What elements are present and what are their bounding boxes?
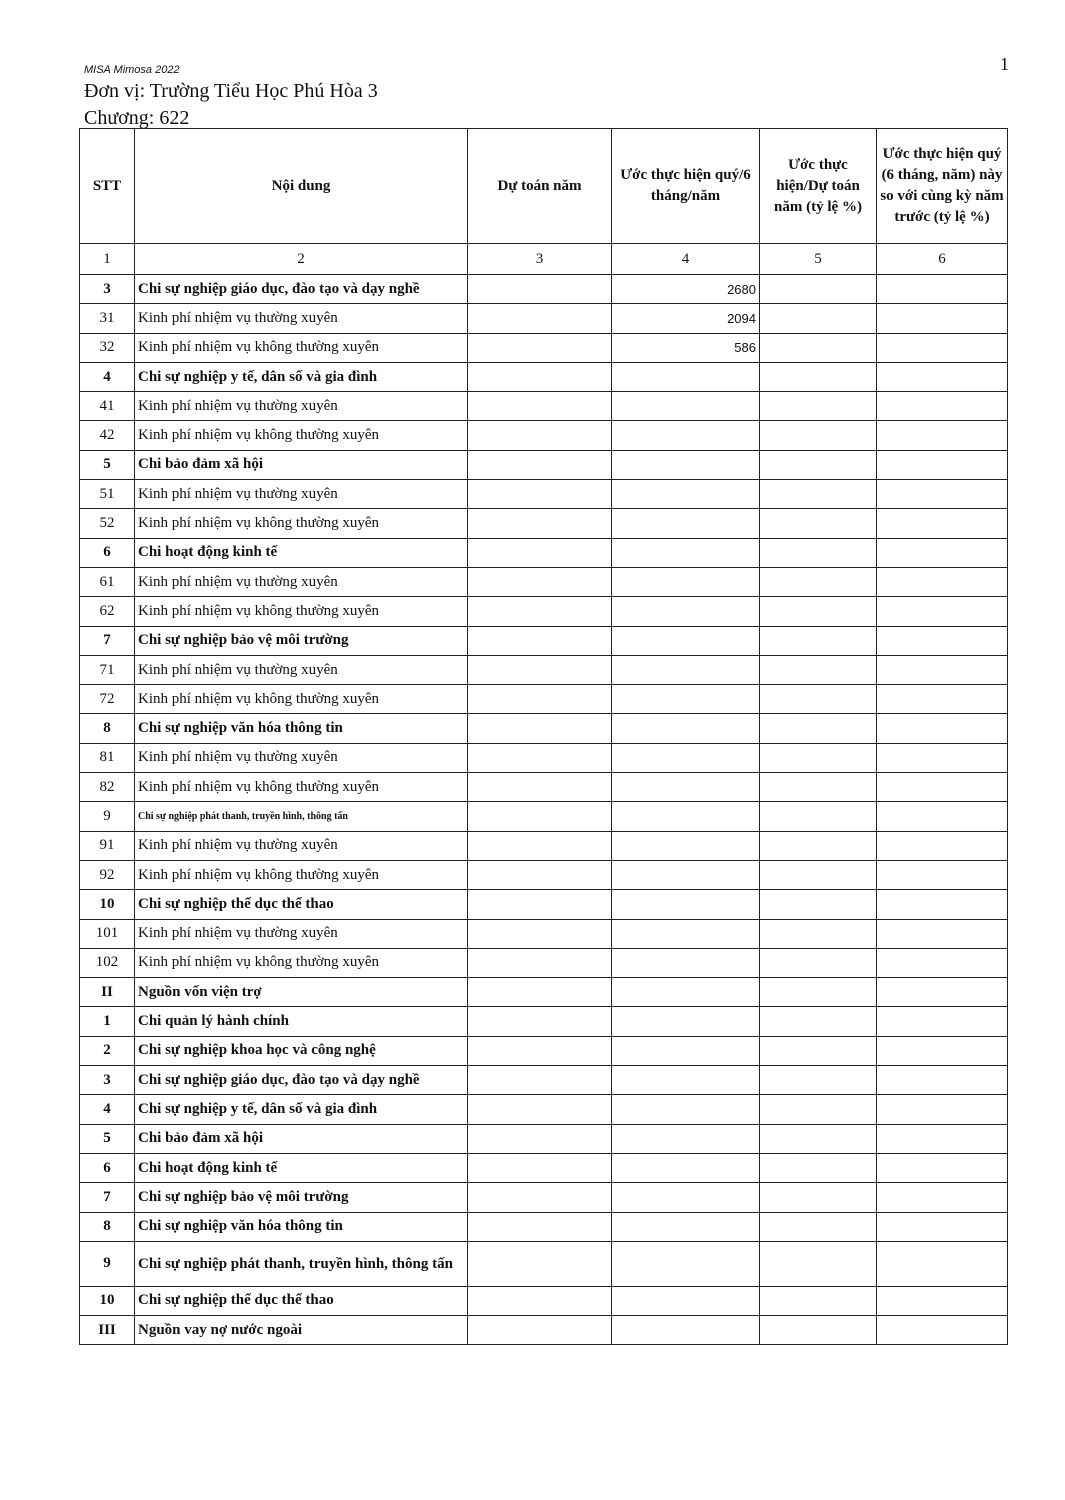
row-content: Chi sự nghiệp bảo vệ môi trường: [135, 626, 468, 655]
row-content: Kinh phí nhiệm vụ không thường xuyên: [135, 860, 468, 889]
row-content: Chi bảo đảm xã hội: [135, 450, 468, 479]
row-annual-estimate: [468, 1153, 612, 1182]
row-stt: 3: [80, 1066, 135, 1095]
col-number-5: 5: [760, 244, 877, 275]
table-row: [80, 802, 1008, 831]
row-stt: 10: [80, 890, 135, 919]
row-stt: 41: [80, 392, 135, 421]
row-ratio-estimate: [760, 773, 877, 802]
row-estimated-actual: [612, 831, 760, 860]
row-ratio-same-period: [877, 919, 1008, 948]
row-annual-estimate: [468, 275, 612, 304]
row-content: Kinh phí nhiệm vụ không thường xuyên: [135, 509, 468, 538]
row-estimated-actual: [612, 597, 760, 626]
row-estimated-actual: [612, 948, 760, 977]
row-content: Chi sự nghiệp phát thanh, truyền hình, thông tấn: [135, 802, 468, 831]
row-estimated-actual: [612, 362, 760, 391]
table-row: [80, 1124, 1008, 1153]
row-estimated-actual: [612, 743, 760, 772]
row-ratio-same-period: [877, 860, 1008, 889]
row-stt: 101: [80, 919, 135, 948]
row-estimated-actual: [612, 802, 760, 831]
row-estimated-actual: [612, 655, 760, 684]
row-ratio-estimate: [760, 978, 877, 1007]
row-content: Kinh phí nhiệm vụ thường xuyên: [135, 392, 468, 421]
row-content: Chi sự nghiệp thể dục thể thao: [135, 890, 468, 919]
row-ratio-estimate: [760, 304, 877, 333]
row-annual-estimate: [468, 480, 612, 509]
row-annual-estimate: [468, 1036, 612, 1065]
row-annual-estimate: [468, 1316, 612, 1345]
col-number-1: 1: [80, 244, 135, 275]
row-ratio-estimate: [760, 450, 877, 479]
row-ratio-same-period: [877, 1241, 1008, 1286]
row-stt: III: [80, 1316, 135, 1345]
row-content: Kinh phí nhiệm vụ không thường xuyên: [135, 597, 468, 626]
row-content: Kinh phí nhiệm vụ thường xuyên: [135, 304, 468, 333]
row-annual-estimate: [468, 655, 612, 684]
row-ratio-same-period: [877, 773, 1008, 802]
row-annual-estimate: [468, 626, 612, 655]
row-stt: 1: [80, 1007, 135, 1036]
row-ratio-same-period: [877, 626, 1008, 655]
row-ratio-same-period: [877, 831, 1008, 860]
table-row: [80, 978, 1008, 1007]
table-row: [80, 421, 1008, 450]
row-ratio-same-period: [877, 1095, 1008, 1124]
row-ratio-same-period: [877, 362, 1008, 391]
table-row: [80, 333, 1008, 362]
row-ratio-same-period: [877, 538, 1008, 567]
row-stt: 61: [80, 567, 135, 596]
chapter-code: Chương: 622: [84, 107, 190, 129]
row-annual-estimate: [468, 1212, 612, 1241]
row-ratio-estimate: [760, 362, 877, 391]
row-ratio-estimate: [760, 1124, 877, 1153]
table-row: [80, 480, 1008, 509]
row-annual-estimate: [468, 802, 612, 831]
row-estimated-actual: [612, 1066, 760, 1095]
row-estimated-actual: [612, 1095, 760, 1124]
row-ratio-estimate: [760, 1212, 877, 1241]
row-content: Chi quản lý hành chính: [135, 1007, 468, 1036]
row-ratio-same-period: [877, 421, 1008, 450]
row-stt: 71: [80, 655, 135, 684]
row-ratio-same-period: [877, 655, 1008, 684]
row-ratio-estimate: [760, 743, 877, 772]
row-annual-estimate: [468, 948, 612, 977]
row-stt: 6: [80, 1153, 135, 1182]
table-row: [80, 714, 1008, 743]
row-content: Chi sự nghiệp văn hóa thông tin: [135, 714, 468, 743]
row-stt: 62: [80, 597, 135, 626]
software-name: MISA Mimosa 2022: [84, 64, 180, 76]
table-row: [80, 743, 1008, 772]
row-ratio-same-period: [877, 1183, 1008, 1212]
table-row: [80, 919, 1008, 948]
row-stt: 9: [80, 1241, 135, 1286]
row-ratio-estimate: [760, 1316, 877, 1345]
row-stt: II: [80, 978, 135, 1007]
row-annual-estimate: [468, 392, 612, 421]
row-ratio-same-period: [877, 1007, 1008, 1036]
row-stt: 82: [80, 773, 135, 802]
row-estimated-actual: [612, 421, 760, 450]
row-ratio-same-period: [877, 1286, 1008, 1315]
row-stt: 2: [80, 1036, 135, 1065]
row-stt: 102: [80, 948, 135, 977]
table-row: [80, 362, 1008, 391]
col-header-stt: STT: [80, 129, 135, 244]
table-row: [80, 275, 1008, 304]
row-annual-estimate: [468, 509, 612, 538]
row-annual-estimate: [468, 597, 612, 626]
table-row: [80, 304, 1008, 333]
row-annual-estimate: [468, 714, 612, 743]
row-ratio-estimate: [760, 1036, 877, 1065]
row-ratio-estimate: [760, 831, 877, 860]
row-content: Kinh phí nhiệm vụ không thường xuyên: [135, 948, 468, 977]
row-ratio-same-period: [877, 567, 1008, 596]
column-number-row: [80, 244, 1008, 275]
row-estimated-actual: [612, 538, 760, 567]
col-number-3: 3: [468, 244, 612, 275]
row-estimated-actual: [612, 1153, 760, 1182]
row-stt: 4: [80, 1095, 135, 1124]
table-row: [80, 948, 1008, 977]
row-annual-estimate: [468, 1241, 612, 1286]
row-ratio-estimate: [760, 1241, 877, 1286]
row-estimated-actual: [612, 1212, 760, 1241]
table-row: [80, 831, 1008, 860]
row-ratio-same-period: [877, 392, 1008, 421]
row-content: Nguồn vay nợ nước ngoài: [135, 1316, 468, 1345]
budget-report-table: [79, 128, 1008, 1345]
row-ratio-same-period: [877, 1124, 1008, 1153]
row-ratio-estimate: [760, 890, 877, 919]
row-estimated-actual: 2680: [612, 275, 760, 304]
row-annual-estimate: [468, 978, 612, 1007]
row-stt: 52: [80, 509, 135, 538]
row-annual-estimate: [468, 743, 612, 772]
row-ratio-same-period: [877, 890, 1008, 919]
table-row: [80, 685, 1008, 714]
row-estimated-actual: [612, 685, 760, 714]
row-ratio-estimate: [760, 480, 877, 509]
row-ratio-same-period: [877, 1153, 1008, 1182]
row-ratio-same-period: [877, 802, 1008, 831]
row-estimated-actual: [612, 1286, 760, 1315]
row-ratio-estimate: [760, 626, 877, 655]
col-header-estimated-actual: Ước thực hiện quý/6 tháng/năm: [612, 129, 760, 244]
row-ratio-estimate: [760, 509, 877, 538]
row-ratio-estimate: [760, 919, 877, 948]
row-annual-estimate: [468, 1183, 612, 1212]
row-content: Kinh phí nhiệm vụ thường xuyên: [135, 567, 468, 596]
col-header-ratio-estimate: Ước thực hiện/Dự toán năm (tỷ lệ %): [760, 129, 877, 244]
row-stt: 31: [80, 304, 135, 333]
row-content: Kinh phí nhiệm vụ thường xuyên: [135, 655, 468, 684]
row-annual-estimate: [468, 362, 612, 391]
row-ratio-same-period: [877, 304, 1008, 333]
row-content: Kinh phí nhiệm vụ thường xuyên: [135, 743, 468, 772]
table-row: [80, 890, 1008, 919]
row-annual-estimate: [468, 567, 612, 596]
row-ratio-estimate: [760, 860, 877, 889]
row-annual-estimate: [468, 538, 612, 567]
row-ratio-estimate: [760, 1095, 877, 1124]
row-stt: 42: [80, 421, 135, 450]
row-annual-estimate: [468, 1286, 612, 1315]
row-stt: 7: [80, 626, 135, 655]
row-annual-estimate: [468, 1095, 612, 1124]
row-annual-estimate: [468, 773, 612, 802]
row-content: Chi sự nghiệp văn hóa thông tin: [135, 1212, 468, 1241]
col-header-annual-estimate: Dự toán năm: [468, 129, 612, 244]
table-row: [80, 1183, 1008, 1212]
row-ratio-estimate: [760, 567, 877, 596]
table-row: [80, 860, 1008, 889]
row-stt: 9: [80, 802, 135, 831]
row-content: Chi sự nghiệp bảo vệ môi trường: [135, 1183, 468, 1212]
row-ratio-estimate: [760, 1066, 877, 1095]
unit-name: Đơn vị: Trường Tiểu Học Phú Hòa 3: [84, 80, 378, 102]
row-ratio-estimate: [760, 1183, 877, 1212]
row-annual-estimate: [468, 1066, 612, 1095]
row-stt: 5: [80, 1124, 135, 1153]
row-stt: 81: [80, 743, 135, 772]
row-ratio-same-period: [877, 685, 1008, 714]
row-estimated-actual: [612, 626, 760, 655]
row-stt: 8: [80, 714, 135, 743]
row-ratio-same-period: [877, 333, 1008, 362]
table-row: [80, 1316, 1008, 1345]
table-row: [80, 1286, 1008, 1315]
row-estimated-actual: [612, 890, 760, 919]
row-ratio-same-period: [877, 948, 1008, 977]
row-stt: 6: [80, 538, 135, 567]
row-ratio-same-period: [877, 743, 1008, 772]
row-content: Chi sự nghiệp giáo dục, đào tạo và dạy nghề: [135, 275, 468, 304]
row-ratio-same-period: [877, 275, 1008, 304]
row-estimated-actual: [612, 714, 760, 743]
row-content: Kinh phí nhiệm vụ không thường xuyên: [135, 333, 468, 362]
row-content: Chi sự nghiệp y tế, dân số và gia đình: [135, 362, 468, 391]
row-ratio-same-period: [877, 1212, 1008, 1241]
row-content: Kinh phí nhiệm vụ thường xuyên: [135, 919, 468, 948]
row-stt: 72: [80, 685, 135, 714]
row-annual-estimate: [468, 333, 612, 362]
table-row: [80, 1036, 1008, 1065]
row-ratio-estimate: [760, 392, 877, 421]
row-annual-estimate: [468, 685, 612, 714]
col-number-2: 2: [135, 244, 468, 275]
row-estimated-actual: [612, 1183, 760, 1212]
row-ratio-same-period: [877, 509, 1008, 538]
table-row: [80, 1241, 1008, 1286]
table-row: [80, 1095, 1008, 1124]
header-row: [80, 129, 1008, 244]
row-estimated-actual: [612, 509, 760, 538]
col-number-6: 6: [877, 244, 1008, 275]
row-annual-estimate: [468, 1124, 612, 1153]
row-content: Chi sự nghiệp giáo dục, đào tạo và dạy nghề: [135, 1066, 468, 1095]
row-ratio-estimate: [760, 1153, 877, 1182]
row-ratio-estimate: [760, 655, 877, 684]
table-row: [80, 509, 1008, 538]
row-stt: 5: [80, 450, 135, 479]
table-row: [80, 392, 1008, 421]
row-estimated-actual: [612, 978, 760, 1007]
row-stt: 91: [80, 831, 135, 860]
row-annual-estimate: [468, 919, 612, 948]
row-ratio-estimate: [760, 714, 877, 743]
row-content: Chi sự nghiệp y tế, dân số và gia đình: [135, 1095, 468, 1124]
row-estimated-actual: [612, 919, 760, 948]
row-estimated-actual: [612, 1007, 760, 1036]
row-ratio-same-period: [877, 1036, 1008, 1065]
row-ratio-estimate: [760, 333, 877, 362]
table-row: [80, 1153, 1008, 1182]
row-ratio-estimate: [760, 1286, 877, 1315]
table-row: [80, 626, 1008, 655]
row-content: Chi sự nghiệp khoa học và công nghệ: [135, 1036, 468, 1065]
row-content: Chi sự nghiệp thể dục thể thao: [135, 1286, 468, 1315]
table-row: [80, 1212, 1008, 1241]
row-estimated-actual: [612, 450, 760, 479]
row-estimated-actual: [612, 773, 760, 802]
row-ratio-estimate: [760, 597, 877, 626]
table-row: [80, 1066, 1008, 1095]
row-ratio-same-period: [877, 1066, 1008, 1095]
row-estimated-actual: [612, 567, 760, 596]
row-stt: 8: [80, 1212, 135, 1241]
row-content: Nguồn vốn viện trợ: [135, 978, 468, 1007]
row-ratio-estimate: [760, 275, 877, 304]
row-annual-estimate: [468, 1007, 612, 1036]
table-row: [80, 538, 1008, 567]
row-content: Chi hoạt động kinh tế: [135, 538, 468, 567]
table-row: [80, 567, 1008, 596]
row-estimated-actual: [612, 392, 760, 421]
table-row: [80, 450, 1008, 479]
row-content: Chi hoạt động kinh tế: [135, 1153, 468, 1182]
col-number-4: 4: [612, 244, 760, 275]
row-annual-estimate: [468, 860, 612, 889]
row-stt: 92: [80, 860, 135, 889]
row-stt: 51: [80, 480, 135, 509]
row-annual-estimate: [468, 890, 612, 919]
row-stt: 3: [80, 275, 135, 304]
row-stt: 7: [80, 1183, 135, 1212]
row-estimated-actual: [612, 1124, 760, 1153]
row-content: Chi sự nghiệp phát thanh, truyền hình, thông tấn: [135, 1241, 468, 1286]
row-annual-estimate: [468, 450, 612, 479]
row-ratio-same-period: [877, 480, 1008, 509]
row-stt: 4: [80, 362, 135, 391]
row-content: Kinh phí nhiệm vụ thường xuyên: [135, 480, 468, 509]
table-row: [80, 597, 1008, 626]
row-estimated-actual: [612, 860, 760, 889]
row-stt: 10: [80, 1286, 135, 1315]
table-row: [80, 773, 1008, 802]
row-ratio-estimate: [760, 538, 877, 567]
table-row: [80, 655, 1008, 684]
row-ratio-estimate: [760, 1007, 877, 1036]
row-estimated-actual: [612, 1036, 760, 1065]
row-ratio-same-period: [877, 714, 1008, 743]
row-content: Kinh phí nhiệm vụ không thường xuyên: [135, 685, 468, 714]
row-estimated-actual: [612, 480, 760, 509]
row-content: Kinh phí nhiệm vụ không thường xuyên: [135, 421, 468, 450]
row-ratio-same-period: [877, 1316, 1008, 1345]
row-annual-estimate: [468, 421, 612, 450]
row-ratio-estimate: [760, 802, 877, 831]
row-ratio-estimate: [760, 421, 877, 450]
row-estimated-actual: [612, 1316, 760, 1345]
row-estimated-actual: 586: [612, 333, 760, 362]
row-ratio-same-period: [877, 597, 1008, 626]
page-number: 1: [1000, 54, 1009, 74]
table-row: [80, 1007, 1008, 1036]
row-ratio-estimate: [760, 948, 877, 977]
row-content: Chi bảo đảm xã hội: [135, 1124, 468, 1153]
row-estimated-actual: 2094: [612, 304, 760, 333]
row-ratio-same-period: [877, 978, 1008, 1007]
row-ratio-estimate: [760, 685, 877, 714]
row-stt: 32: [80, 333, 135, 362]
row-estimated-actual: [612, 1241, 760, 1286]
row-content: Kinh phí nhiệm vụ không thường xuyên: [135, 773, 468, 802]
row-annual-estimate: [468, 304, 612, 333]
row-ratio-same-period: [877, 450, 1008, 479]
col-header-ratio-same-period: Ước thực hiện quý (6 tháng, năm) này so với cùng kỳ năm trước (tỷ lệ %): [877, 129, 1008, 244]
row-annual-estimate: [468, 831, 612, 860]
col-header-content: Nội dung: [135, 129, 468, 244]
row-content: Kinh phí nhiệm vụ thường xuyên: [135, 831, 468, 860]
